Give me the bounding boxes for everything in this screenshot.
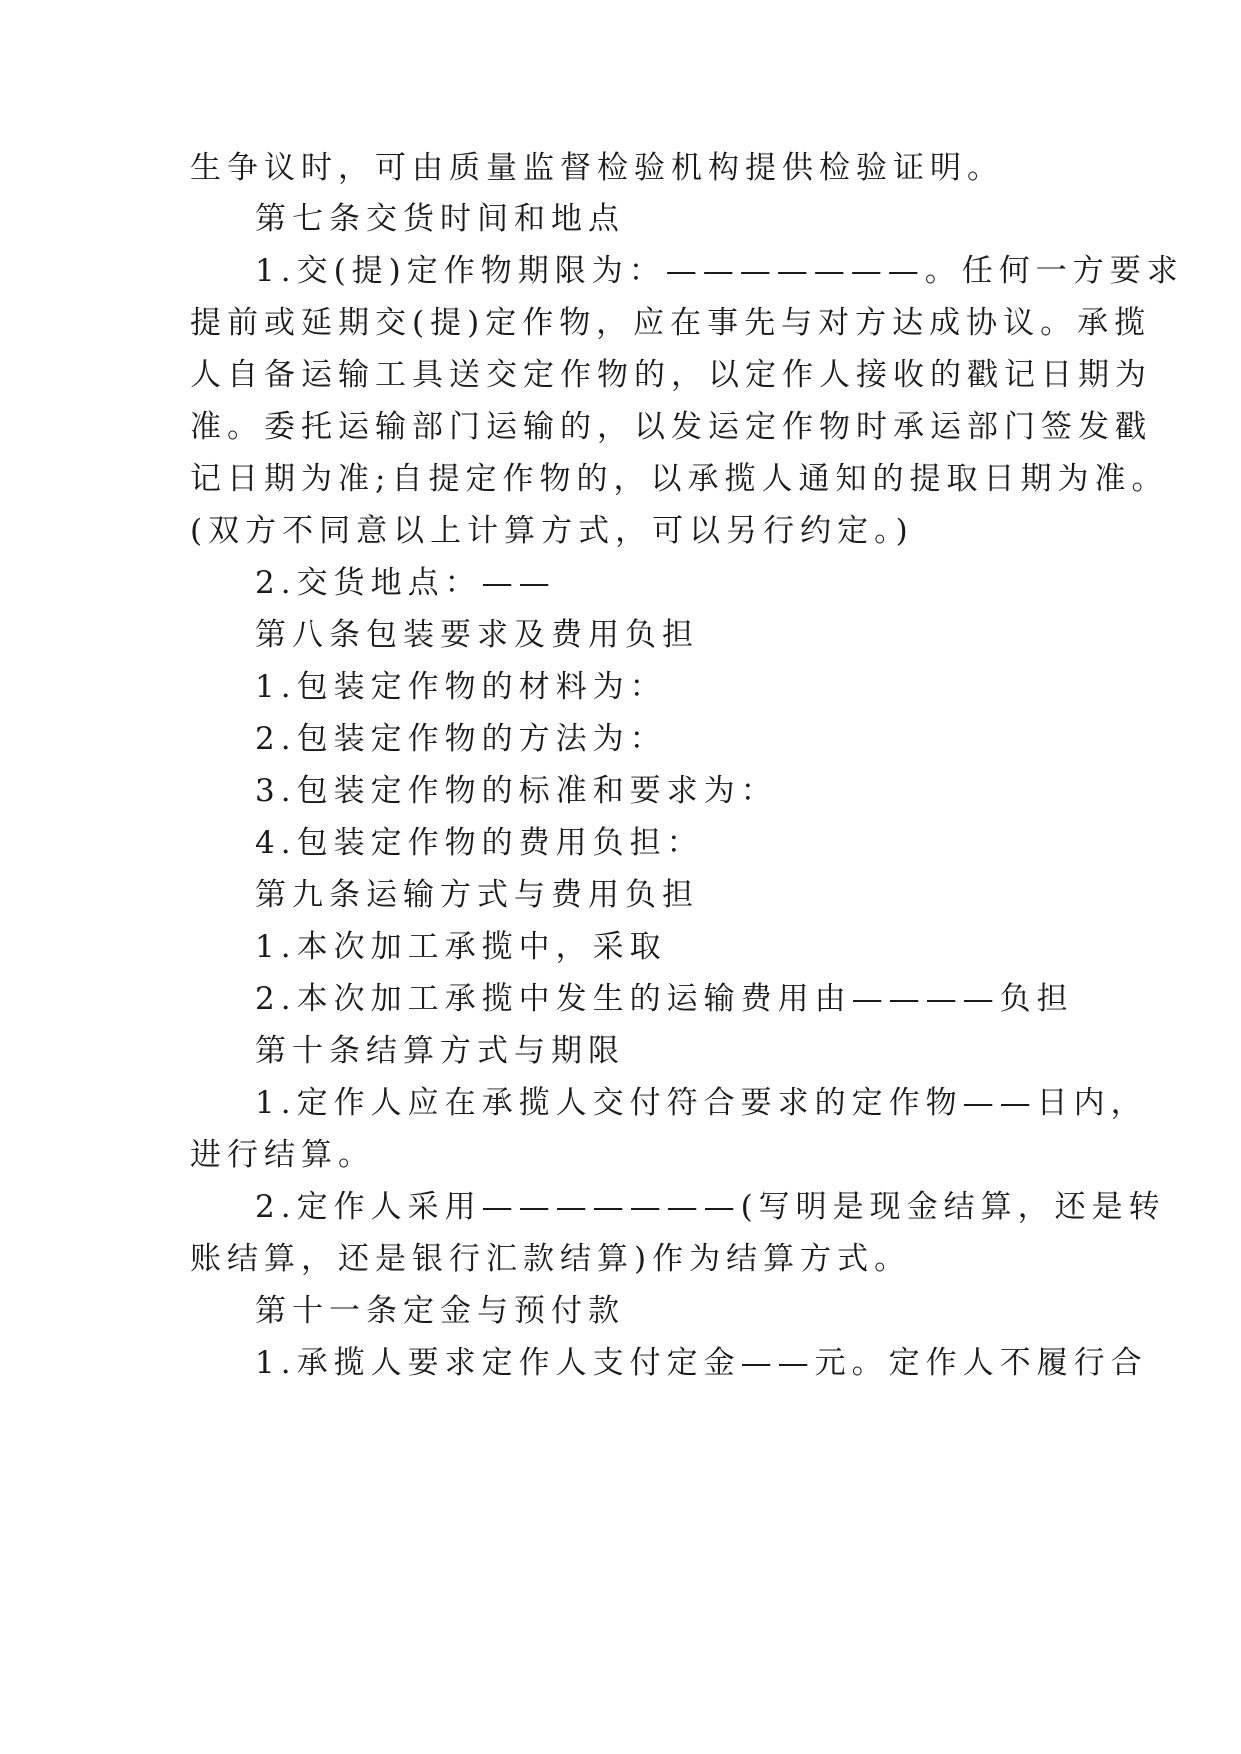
text-line: 记日期为准;自提定作物的，以承揽人通知的提取日期为准。 bbox=[190, 461, 1169, 497]
text-line: 提前或延期交(提)定作物，应在事先与对方达成协议。承揽 bbox=[190, 305, 1152, 341]
text-line: 准。委托运输部门运输的，以发运定作物时承运部门签发戳 bbox=[190, 409, 1152, 445]
text-line: 1.定作人应在承揽人交付符合要求的定作物——日内， bbox=[255, 1085, 1148, 1121]
section-heading: 第九条运输方式与费用负担 bbox=[255, 877, 699, 913]
section-heading: 第八条包装要求及费用负担 bbox=[255, 617, 699, 653]
text-line: 1.本次加工承揽中，采取 bbox=[255, 929, 667, 965]
text-line: 2.包装定作物的方法为： bbox=[255, 721, 667, 757]
section-heading: 第七条交货时间和地点 bbox=[255, 201, 625, 237]
section-heading: 第十条结算方式与期限 bbox=[255, 1033, 625, 1069]
text-line: 4.包装定作物的费用负担： bbox=[255, 825, 704, 861]
text-line: 2.本次加工承揽中发生的运输费用由————负担 bbox=[255, 981, 1074, 1017]
text-line: 3.包装定作物的标准和要求为： bbox=[255, 773, 778, 809]
text-line: 2.交货地点：—— bbox=[255, 565, 556, 601]
text-line: 1.交(提)定作物期限为：———————。任何一方要求 bbox=[255, 253, 1184, 289]
text-line: 账结算，还是银行汇款结算)作为结算方式。 bbox=[190, 1241, 912, 1277]
text-line: 2.定作人采用———————(写明是现金结算，还是转 bbox=[255, 1189, 1166, 1225]
section-heading: 第十一条定金与预付款 bbox=[255, 1293, 625, 1329]
text-line: 人自备运输工具送交定作物的，以定作人接收的戳记日期为 bbox=[190, 357, 1152, 393]
text-line: 生争议时，可由质量监督检验机构提供检验证明。 bbox=[190, 150, 1004, 186]
text-line: (双方不同意以上计算方式，可以另行约定。) bbox=[190, 513, 914, 549]
text-line: 进行结算。 bbox=[190, 1137, 375, 1173]
text-line: 1.包装定作物的材料为： bbox=[255, 669, 667, 705]
text-line: 1.承揽人要求定作人支付定金——元。定作人不履行合 bbox=[255, 1345, 1148, 1381]
